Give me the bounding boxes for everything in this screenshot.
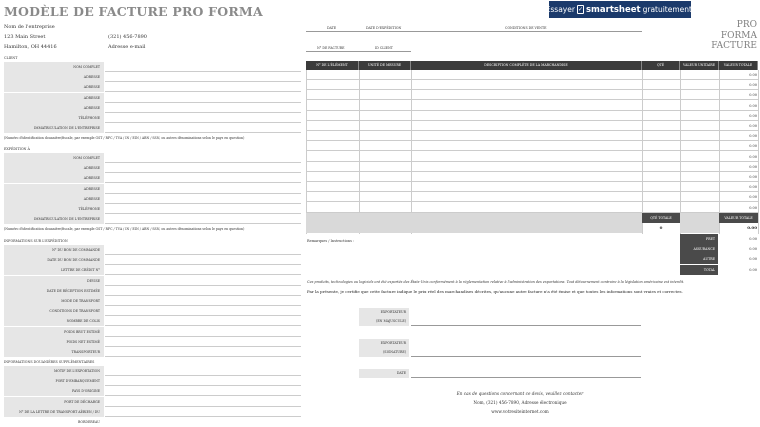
exporter-label-2: EXPORTATEUR <box>359 339 409 348</box>
client-field-input[interactable] <box>105 113 301 123</box>
shipment-field-label: N° DU BON DE COMMANDE <box>4 245 104 255</box>
summary-label: TOTAL <box>680 265 718 275</box>
exporter-label: EXPORTATEUR <box>359 308 409 317</box>
table-row[interactable] <box>306 90 758 100</box>
shipment-field-label: NOMBRE DE COLIS <box>4 316 104 326</box>
shipment-field-label: POIDS NET ESTIMÉ <box>4 337 104 347</box>
company-city: Hamilton, OH 44416 <box>4 44 57 50</box>
client-field-label: TÉLÉPHONE <box>4 113 104 123</box>
summary-label: ASSURANCE <box>680 244 718 254</box>
shipment-field-label: DATE DU BON DE COMMANDE <box>4 255 104 265</box>
summary-label: FRET <box>680 234 718 244</box>
customs-field-label: PORT D'EMBARQUEMENT <box>4 376 104 386</box>
page-title: MODÈLE DE FACTURE PRO FORMA <box>4 4 263 19</box>
client-field-label: ADRESSE <box>4 82 104 92</box>
customs-field-label: MOTIF DE L'EXPORTATION <box>4 366 104 376</box>
footer-contact: Nom, (321) 456-7890, Adresse électronique <box>473 400 567 405</box>
customs-field-input[interactable] <box>105 366 301 376</box>
shipment-field-label: CONDITIONS DE TRANSPORT <box>4 306 104 316</box>
shipping-field-label: IMMATRICULATION DE L'ENTREPRISE <box>4 214 104 224</box>
customs-field-label: N° DE LA LETTRE DE TRANSPORT AÉRIEN / DU BORDEREAU <box>4 407 104 417</box>
row-total-value: 0.00 <box>749 195 757 200</box>
table-header-cell: N° DE L'ÉLÉMENT <box>306 61 359 70</box>
shipment-field-input[interactable] <box>105 296 301 306</box>
shipment-field-input[interactable] <box>105 276 301 286</box>
shipping-field-input[interactable] <box>105 214 301 224</box>
shipment-field-label: DATE DE RÉCEPTION ESTIMÉE <box>4 286 104 296</box>
table-column-divider <box>680 70 681 234</box>
value-total-value: 0.00 <box>747 225 757 230</box>
totals-spacer-2 <box>306 223 642 233</box>
checkmark-icon: ✓ <box>577 6 583 13</box>
totals-spacer <box>306 213 642 223</box>
shipping-tax-note: (Numéro d'identification douanière/fiscale, par exemple GST / RFC / TVA / IN / EIN / ABN / SSN, ou autres dénominations selon le pays en question) <box>4 227 245 231</box>
shipping-field-input[interactable] <box>105 173 301 183</box>
customs-field-input[interactable] <box>105 407 301 417</box>
shipment-field-input[interactable] <box>105 337 301 347</box>
table-header-cell: VALEUR UNITAIRE <box>680 61 719 70</box>
smartsheet-promo-button[interactable] <box>545 1 695 18</box>
footer-question: En cas de questions concernant ce devis, veuillez contacter <box>456 391 584 396</box>
shipping-field-input[interactable] <box>105 153 301 163</box>
shipment-field-input[interactable] <box>105 306 301 316</box>
shipping-field-label: ADRESSE <box>4 163 104 173</box>
client-field-input[interactable] <box>105 103 301 113</box>
company-street: 123 Main Street <box>4 34 46 40</box>
customs-field-input[interactable] <box>105 397 301 407</box>
row-total-value: 0.00 <box>749 83 757 88</box>
shipping-field-input[interactable] <box>105 184 301 194</box>
row-total-value: 0.00 <box>749 73 757 77</box>
shipment-field-input[interactable] <box>105 245 301 255</box>
table-row[interactable] <box>306 121 758 131</box>
certification-text: Par la présente, je certifie que cette facture indique le prix réel des marchandises décrites, qu'aucune autre facture n'a été émise et que toutes les informations sont vraies et correctes. <box>307 289 683 294</box>
row-total-value: 0.00 <box>749 164 757 169</box>
shipment-field-input[interactable] <box>105 327 301 337</box>
shipment-field-label: DEVISE <box>4 276 104 286</box>
signature-label: (SIGNATURE) <box>359 348 409 357</box>
company-name: Nom de l'entreprise <box>4 24 55 30</box>
shipping-field-label: ADRESSE <box>4 173 104 183</box>
table-row[interactable] <box>306 203 758 213</box>
document-type-title: PRO FORMA FACTURE <box>711 20 757 51</box>
shipment-field-input[interactable] <box>105 347 301 357</box>
row-total-value: 0.00 <box>749 185 757 190</box>
table-column-divider <box>411 70 412 234</box>
shipping-field-input[interactable] <box>105 204 301 214</box>
client-field-input[interactable] <box>105 93 301 103</box>
table-header-cell: UNITÉ DE MESURE <box>359 61 411 70</box>
row-total-value: 0.00 <box>749 205 757 210</box>
sign-date-label: DATE <box>359 369 409 378</box>
client-field-label: NOM COMPLET <box>4 62 104 72</box>
client-tax-note: (Numéro d'identification douanière/fiscale, par exemple GST / RFC / TVA / IN / EIN / ABN / SSN, ou autres dénominations selon le pays en question) <box>4 136 245 140</box>
promo-brand: smartsheet <box>585 4 641 15</box>
exporter-name-line[interactable] <box>411 325 641 326</box>
summary-value: 0.00 <box>749 237 757 241</box>
client-field-label: IMMATRICULATION DE L'ENTREPRISE <box>4 123 104 133</box>
date-label: DATE <box>327 26 337 30</box>
summary-value: 0.00 <box>749 267 757 272</box>
client-field-label: ADRESSE <box>4 103 104 113</box>
summary-value: 0.00 <box>749 247 757 252</box>
customs-field-label: PORT DE DÉCHARGE <box>4 397 104 407</box>
shipment-field-input[interactable] <box>105 316 301 326</box>
sign-date-line[interactable] <box>411 377 641 378</box>
table-row[interactable] <box>306 141 758 151</box>
shipment-field-input[interactable] <box>105 286 301 296</box>
table-row[interactable] <box>306 131 758 141</box>
shipping-field-label: ADRESSE <box>4 194 104 204</box>
customs-field-input[interactable] <box>105 376 301 386</box>
table-column-divider <box>758 70 759 234</box>
table-row[interactable] <box>306 182 758 192</box>
company-phone: (321) 456-7890 <box>108 34 147 40</box>
shipment-field-label: MODE DE TRANSPORT <box>4 296 104 306</box>
footer-website[interactable]: www.votresiteinternet.com <box>491 409 549 414</box>
table-column-divider <box>359 70 360 234</box>
client-field-input[interactable] <box>105 82 301 92</box>
table-header-cell: DESCRIPTION COMPLÈTE DE LA MARCHANDISE <box>411 61 642 70</box>
shipment-field-label: LETTRE DE CRÉDIT N° <box>4 265 104 275</box>
summary-value: 0.00 <box>749 257 757 262</box>
shipment-field-label: POIDS BRUT ESTIMÉ <box>4 327 104 337</box>
signature-line[interactable] <box>411 356 641 357</box>
ship-date-label: DATE D'EXPÉDITION <box>366 26 402 30</box>
shipment-info-section-label: INFORMATIONS SUR L'EXPÉDITION <box>4 239 68 243</box>
table-row[interactable] <box>306 162 758 172</box>
row-total-value: 0.00 <box>749 175 757 179</box>
client-id-label: ID CLIENT <box>375 46 393 50</box>
company-email: Adresse e-mail <box>108 44 146 50</box>
table-row[interactable] <box>306 111 758 121</box>
table-header-cell: VALEUR TOTALE <box>719 61 758 70</box>
row-total-value: 0.00 <box>749 124 757 128</box>
summary-label: AUTRE <box>680 254 718 264</box>
customs-section-label: INFORMATIONS DOUANIÈRES SUPPLÉMENTAIRES <box>4 360 95 364</box>
table-column-divider <box>719 70 720 234</box>
shipment-field-input[interactable] <box>105 255 301 265</box>
qty-total-label: QTÉ TOTALE <box>642 213 680 223</box>
row-total-value: 0.00 <box>749 113 757 118</box>
table-row[interactable] <box>306 192 758 202</box>
customs-field-label: PAYS D'ORIGINE <box>4 386 104 396</box>
invoice-number-label: N° DE FACTURE <box>317 46 345 50</box>
table-row[interactable] <box>306 70 758 80</box>
client-field-input[interactable] <box>105 62 301 72</box>
qty-total-value: 0 <box>659 225 663 230</box>
client-field-input[interactable] <box>105 123 301 133</box>
client-field-label: ADRESSE <box>4 93 104 103</box>
export-note: Ces produits, technologies ou logiciels ont été exportés des États-Unis conformément à la réglementation relative à l'administration des exportations. Tout détournement contraire à la législation américaine est interdit. <box>307 280 685 284</box>
table-column-divider <box>642 70 643 234</box>
unit-total-spacer <box>680 213 719 223</box>
shipping-field-label: ADRESSE <box>4 184 104 194</box>
row-total-value: 0.00 <box>749 134 757 139</box>
row-total-value: 0.00 <box>749 103 757 108</box>
table-row[interactable] <box>306 152 758 162</box>
remarks-label: Remarques / Instructions : <box>307 239 355 243</box>
shipment-field-label: TRANSPORTEUR <box>4 347 104 357</box>
value-total-label: VALEUR TOTALE <box>719 213 758 223</box>
shipping-field-input[interactable] <box>105 163 301 173</box>
table-row[interactable] <box>306 172 758 182</box>
caps-label: (EN MAJUSCULE) <box>359 317 409 326</box>
promo-post: gratuitement. <box>642 5 695 14</box>
table-row[interactable] <box>306 80 758 90</box>
unit-total-spacer-2 <box>680 223 719 233</box>
table-header-cell: QTÉ <box>642 61 680 70</box>
row-total-value: 0.00 <box>749 93 757 98</box>
sale-conditions-label: CONDITIONS DE VENTE <box>505 26 547 30</box>
shipment-field-input[interactable] <box>105 265 301 275</box>
shipping-section-label: EXPÉDITION À <box>4 147 30 151</box>
client-field-label: ADRESSE <box>4 72 104 82</box>
customs-field-input[interactable] <box>105 386 301 396</box>
row-total-value: 0.00 <box>749 154 757 159</box>
shipping-field-label: TÉLÉPHONE <box>4 204 104 214</box>
shipping-field-input[interactable] <box>105 194 301 204</box>
client-section-label: CLIENT <box>4 56 18 60</box>
client-field-input[interactable] <box>105 72 301 82</box>
shipping-field-label: NOM COMPLET <box>4 153 104 163</box>
table-column-divider <box>306 70 307 234</box>
table-row[interactable] <box>306 101 758 111</box>
promo-pre: Essayer <box>545 5 575 14</box>
row-total-value: 0.00 <box>749 144 757 149</box>
